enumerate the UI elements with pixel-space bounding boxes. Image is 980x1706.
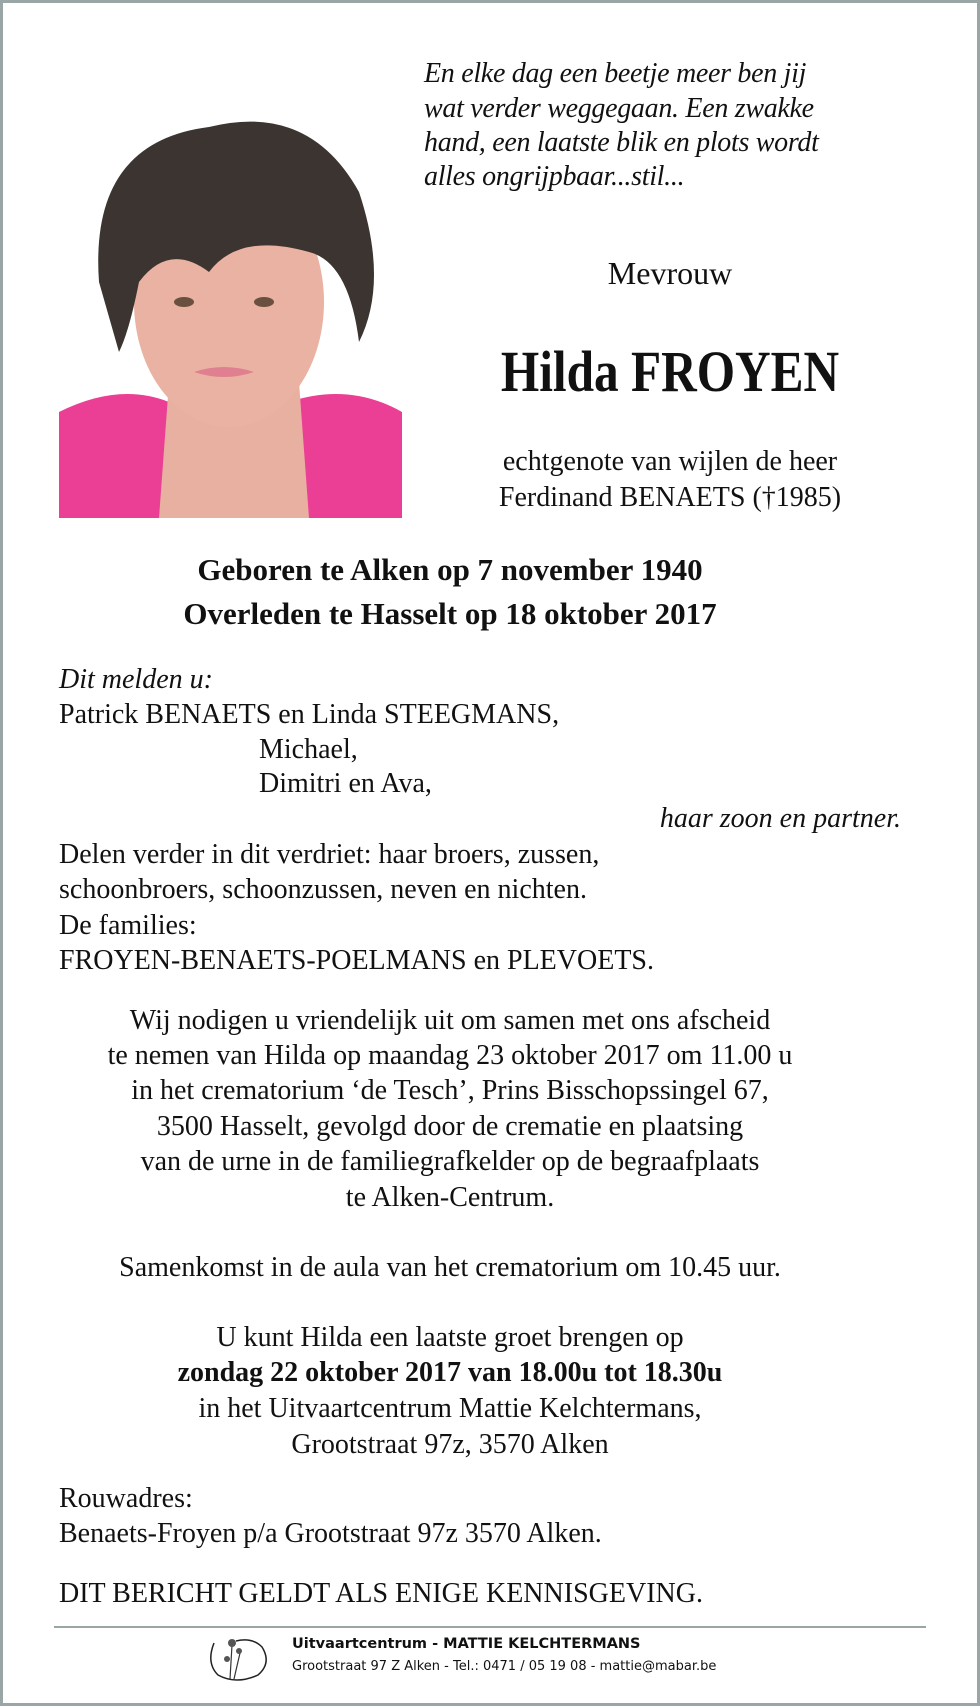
ceremony-line: te nemen van Hilda op maandag 23 oktober 2017 om 11.00 u [107, 1040, 793, 1071]
footer-divider [54, 1626, 926, 1628]
family-line: Dimitri en Ava, [259, 768, 432, 799]
address-label: Rouwadres: [59, 1483, 193, 1514]
others-line: FROYEN-BENAETS-POELMANS en PLEVOETS. [59, 945, 654, 976]
birth-line: Geboren te Alken op 7 november 1940 [197, 552, 703, 587]
ceremony-line: in het crematorium ‘de Tesch’, Prins Bisschopssingel 67, [131, 1075, 769, 1106]
others-line: De families: [59, 910, 197, 941]
quote-line: En elke dag een beetje meer ben jij [424, 58, 807, 89]
spouse-line: echtgenote van wijlen de heer [502, 446, 838, 477]
gathering-line: Samenkomst in de aula van het crematorium om 10.45 uur. [119, 1252, 781, 1283]
notice-line: DIT BERICHT GELDT ALS ENIGE KENNISGEVING. [59, 1578, 703, 1609]
relation-line: haar zoon en partner. [659, 803, 901, 834]
ceremony-line: 3500 Hasselt, gevolgd door de crematie en plaatsing [156, 1111, 744, 1142]
spouse-line: Ferdinand BENAETS (†1985) [498, 482, 842, 513]
announce-intro: Dit melden u: [59, 664, 213, 695]
quote-line: wat verder weggegaan. Een zwakke [424, 93, 814, 124]
others-line: Delen verder in dit verdriet: haar broers, zussen, [59, 839, 600, 870]
quote-line: hand, een laatste blik en plots wordt [424, 127, 819, 158]
deceased-name: Hilda FROYEN [500, 339, 840, 404]
ceremony-line: Wij nodigen u vriendelijk uit om samen met ons afscheid [129, 1005, 771, 1036]
visit-line: Grootstraat 97z, 3570 Alken [291, 1429, 609, 1460]
ceremony-line: van de urne in de familiegrafkelder op de begraafplaats [140, 1146, 760, 1177]
honorific: Mevrouw [607, 255, 733, 291]
quote-line: alles ongrijpbaar...stil... [424, 161, 685, 192]
footer-contact: Grootstraat 97 Z Alken - Tel.: 0471 / 05 19 08 - mattie@mabar.be [292, 1659, 717, 1674]
funeral-home-logo-icon [206, 1633, 270, 1683]
address-line: Benaets-Froyen p/a Grootstraat 97z 3570 Alken. [59, 1518, 602, 1549]
family-line: Michael, [259, 734, 358, 765]
visit-line: U kunt Hilda een laatste groet brengen op [216, 1322, 684, 1353]
visit-line: zondag 22 oktober 2017 van 18.00u tot 18.30u [177, 1357, 723, 1388]
others-line: schoonbroers, schoonzussen, neven en nichten. [59, 874, 587, 905]
ceremony-line: te Alken-Centrum. [345, 1182, 555, 1213]
family-line: Patrick BENAETS en Linda STEEGMANS, [59, 699, 560, 730]
visit-line: in het Uitvaartcentrum Mattie Kelchtermans, [198, 1393, 702, 1424]
portrait-photo [59, 82, 402, 518]
death-line: Overleden te Hasselt op 18 oktober 2017 [183, 596, 717, 631]
footer-company: Uitvaartcentrum - MATTIE KELCHTERMANS [292, 1636, 641, 1652]
